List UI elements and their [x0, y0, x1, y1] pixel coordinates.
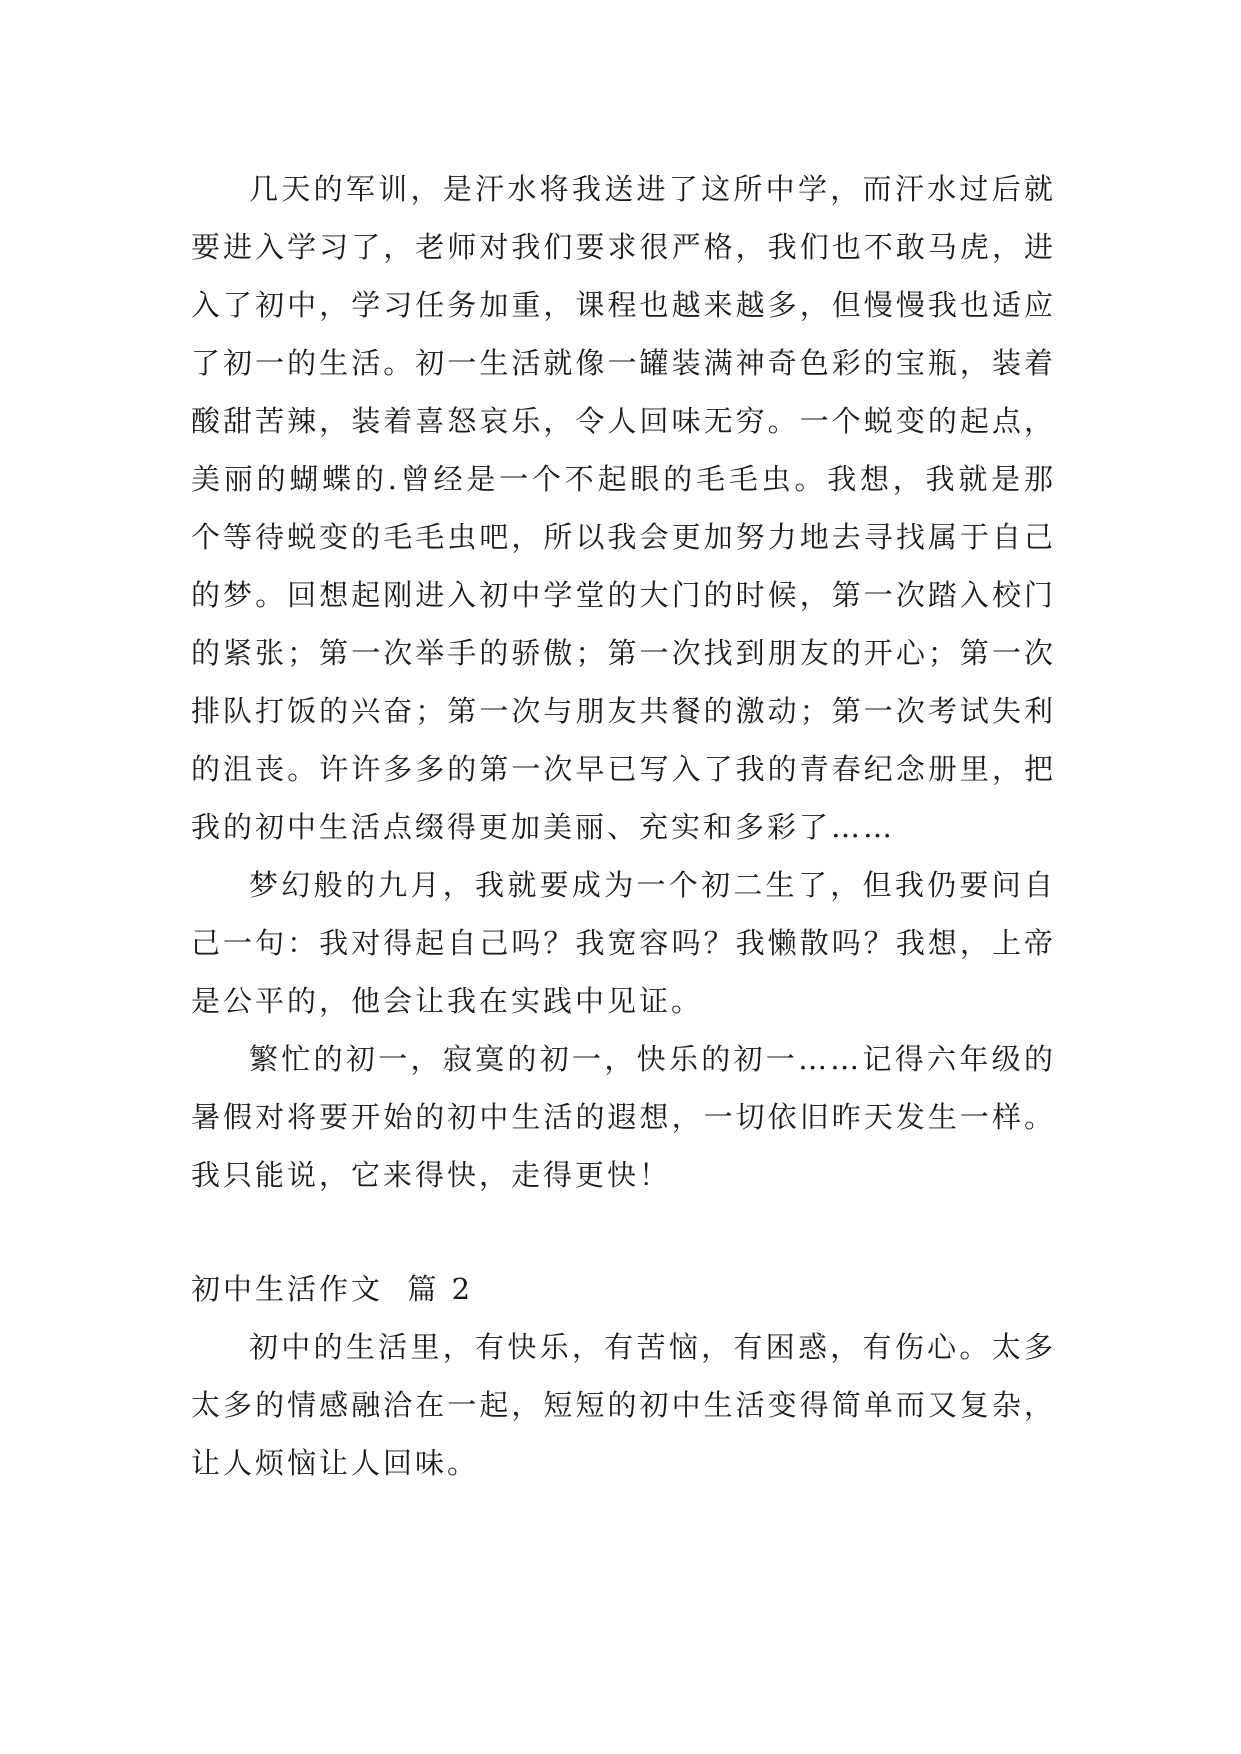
section-title: 初中生活作文 篇 2	[191, 1272, 474, 1306]
paragraph: 初中的生活里，有快乐，有苦恼，有困惑，有伤心。太多太多的情感融洽在一起，短短的初中生活变得简单而又复杂，让人烦恼让人回味。	[191, 1330, 1056, 1480]
paragraph: 几天的军训，是汗水将我送进了这所中学，而汗水过后就要进入学习了，老师对我们要求很严格，我们也不敢马虎，进入了初中，学习任务加重，课程也越来越多，但慢慢我也适应了初一的生活。初一生活就像一罐装满神奇色彩的宝瓶，装着酸甜苦辣，装着喜怒哀乐，令人回味无穷。一个蜕变的起点，美丽的蝴蝶的.曾经是一个不起眼的毛毛虫。我想，我就是那个等待蜕变的毛毛虫吧，所以我会更加努力地去寻找属于自己的梦。回想起刚进入初中学堂的大门的时候，第一次踏入校门的紧张；第一次举手的骄傲；第一次找到朋友的开心；第一次排队打饭的兴奋；第一次与朋友共餐的激动；第一次考试失利的沮丧。许许多多的第一次早已写入了我的青春纪念册里，把我的初中生活点缀得更加美丽、充实和多彩了……	[191, 172, 1056, 844]
paragraph: 梦幻般的九月，我就要成为一个初二生了，但我仍要问自己一句：我对得起自己吗？我宽容吗？我懒散吗？我想，上帝是公平的，他会让我在实践中见证。	[191, 868, 1056, 1018]
paragraph: 繁忙的初一，寂寞的初一，快乐的初一……记得六年级的暑假对将要开始的初中生活的遐想，一切依旧昨天发生一样。我只能说，它来得快，走得更快！	[191, 1042, 1056, 1192]
document-body	[191, 160, 1056, 1492]
